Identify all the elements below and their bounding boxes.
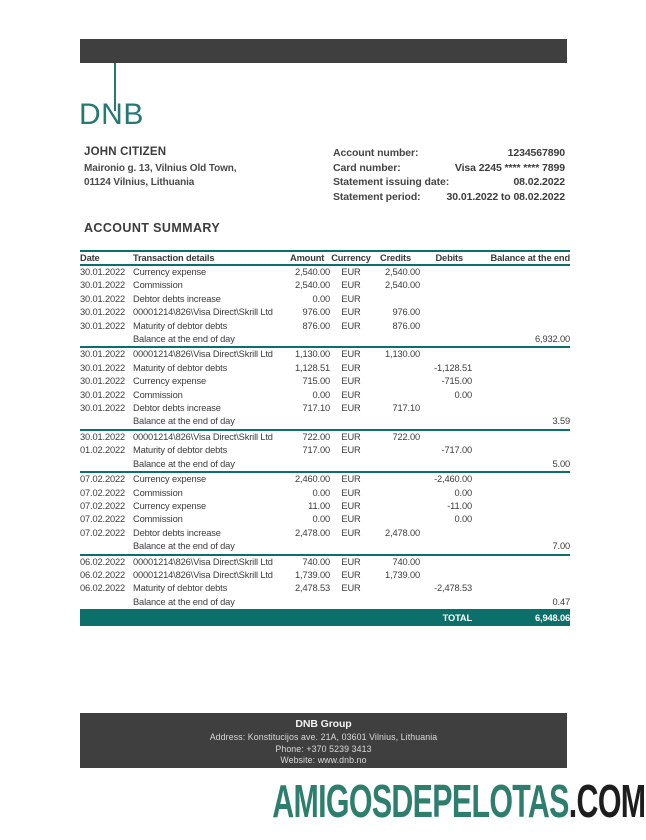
header-bar <box>80 39 567 63</box>
transaction-row <box>80 402 570 415</box>
cell-credits <box>372 540 420 554</box>
table-header <box>80 251 570 265</box>
issuing-date-row <box>333 175 565 190</box>
cell-amount: 715.00 <box>302 376 330 387</box>
transaction-row <box>80 279 570 292</box>
cell-credits <box>372 458 420 472</box>
cell-date: 07.02.2022 <box>80 474 126 485</box>
cell-debits <box>420 265 472 279</box>
cell-amount <box>290 333 330 347</box>
header-debits: Debits <box>435 253 463 263</box>
cell-date: 30.01.2022 <box>80 376 126 387</box>
cell-credits <box>372 389 420 402</box>
cell-amount: 876.00 <box>302 320 330 331</box>
cell-date: 30.01.2022 <box>80 349 126 360</box>
table-header-row <box>80 251 570 265</box>
cell-currency: EUR <box>341 474 361 485</box>
cell-amount: 717.10 <box>302 403 330 414</box>
cell-debits <box>420 320 472 333</box>
cell-balance <box>472 555 570 569</box>
footer-website: Website: www.dnb.no <box>280 755 367 766</box>
transaction-row <box>80 375 570 388</box>
footer-address: Address: Konstitucijos ave. 21A, 03601 Vilnius, Lithuania <box>209 732 438 742</box>
cell-date: 06.02.2022 <box>80 556 126 567</box>
cell-debits <box>420 333 472 347</box>
cell-date: 30.01.2022 <box>80 280 126 291</box>
transaction-row <box>80 362 570 375</box>
cell-date <box>80 596 133 610</box>
cell-debits <box>420 458 472 472</box>
issuing-date-value: 08.02.2022 <box>513 176 565 189</box>
cell-details: Maturity of debtor debts <box>133 320 228 331</box>
statement-period-row <box>333 190 565 205</box>
cell-credits: 740.00 <box>392 556 420 567</box>
cell-amount: 11.00 <box>308 500 330 511</box>
cell-details: Maturity of debtor debts <box>133 362 228 373</box>
cell-debits: -2,460.00 <box>434 474 472 485</box>
cell-currency: EUR <box>341 267 361 277</box>
cell-balance <box>472 487 570 500</box>
cell-debits <box>420 347 472 361</box>
cell-date: 07.02.2022 <box>80 487 126 498</box>
cell-balance <box>472 306 570 319</box>
header-amount: Amount <box>290 253 325 263</box>
cell-credits <box>372 444 420 457</box>
cell-details: Currency expense <box>133 474 207 485</box>
cell-date: 06.02.2022 <box>80 569 126 580</box>
cell-balance-value: 5.00 <box>472 458 570 472</box>
cell-debits <box>420 569 472 582</box>
cell-debits <box>420 306 472 319</box>
cell-currency: EUR <box>341 403 361 414</box>
cell-amount: 722.00 <box>302 431 330 442</box>
cell-balance-label: Balance at the end of day <box>133 596 290 610</box>
header-date: Date <box>80 253 100 263</box>
cell-amount: 1,130.00 <box>295 349 330 360</box>
section-title: ACCOUNT SUMMARY <box>84 221 221 235</box>
cell-credits <box>372 293 420 306</box>
cell-credits <box>372 596 420 610</box>
cell-amount: 2,540.00 <box>295 267 330 277</box>
total-row <box>80 610 570 626</box>
cell-details: 00001214\826\Visa Direct\Skrill Ltd <box>133 431 273 442</box>
cell-amount: 740.00 <box>302 556 330 567</box>
cell-balance-value: 7.00 <box>472 540 570 554</box>
cell-currency: EUR <box>341 569 361 580</box>
cell-amount <box>290 540 330 554</box>
cell-debits <box>420 415 472 429</box>
cell-currency: EUR <box>341 556 361 567</box>
cell-details: Debtor debts increase <box>133 293 221 304</box>
cell-credits <box>372 487 420 500</box>
cell-details: Commission <box>133 280 183 291</box>
cell-debits: -717.00 <box>441 445 472 456</box>
cell-balance <box>472 500 570 513</box>
card-number-value: Visa 2245 **** **** 7899 <box>454 161 565 174</box>
cell-credits: 876.00 <box>392 320 420 331</box>
cell-amount: 2,460.00 <box>295 474 330 485</box>
cell-date: 06.02.2022 <box>80 583 126 594</box>
cell-debits: -1,128.51 <box>434 362 472 373</box>
cell-currency: EUR <box>341 487 361 498</box>
cell-balance <box>472 527 570 540</box>
cell-balance-label: Balance at the end of day <box>133 458 290 472</box>
cell-date: 01.02.2022 <box>80 445 126 456</box>
cell-currency: EUR <box>341 349 361 360</box>
cell-details: 00001214\826\Visa Direct\Skrill Ltd <box>133 556 273 567</box>
cell-credits <box>372 415 420 429</box>
account-info-block <box>333 146 565 204</box>
cell-amount: 2,540.00 <box>295 280 330 291</box>
cell-amount: 717.00 <box>302 445 330 456</box>
cell-date: 30.01.2022 <box>80 431 126 442</box>
watermark-primary-text: AMIGOSDEPELOTAS <box>271 775 569 827</box>
footer-company: DNB Group <box>295 718 352 730</box>
cell-date <box>80 415 133 429</box>
dnb-logo: DNB <box>79 98 144 131</box>
cell-credits: 2,540.00 <box>385 280 420 291</box>
cell-details: Currency expense <box>133 500 207 511</box>
cell-details: Commission <box>133 389 183 400</box>
watermark-secondary-text: .COM <box>568 775 645 827</box>
transaction-row <box>80 389 570 402</box>
cell-currency: EUR <box>341 280 361 291</box>
cell-balance <box>472 402 570 415</box>
cell-amount: 0.00 <box>312 514 330 525</box>
cell-balance <box>472 444 570 457</box>
cell-debits <box>420 402 472 415</box>
cell-currency: EUR <box>341 320 361 331</box>
cell-credits: 1,739.00 <box>385 569 420 580</box>
cell-credits: 1,130.00 <box>385 349 420 360</box>
issuing-date-label: Statement issuing date: <box>333 176 450 189</box>
cell-currency: EUR <box>341 583 361 594</box>
cell-total-label: TOTAL <box>442 613 472 624</box>
cell-date <box>80 333 133 347</box>
transaction-row <box>80 430 570 444</box>
cell-details: 00001214\826\Visa Direct\Skrill Ltd <box>133 569 273 580</box>
cell-debits: 0.00 <box>454 514 472 525</box>
cell-details: Commission <box>133 514 183 525</box>
cell-credits <box>372 362 420 375</box>
cell-balance <box>472 293 570 306</box>
cell-currency: EUR <box>341 293 361 304</box>
cell-debits <box>420 293 472 306</box>
cell-debits <box>420 430 472 444</box>
cell-details: 00001214\826\Visa Direct\Skrill Ltd <box>133 307 273 318</box>
cell-credits: 722.00 <box>392 431 420 442</box>
cell-balance <box>472 582 570 595</box>
cell-debits <box>420 527 472 540</box>
cell-date: 30.01.2022 <box>80 320 126 331</box>
transaction-row <box>80 487 570 500</box>
cell-currency <box>330 415 372 429</box>
cell-date: 30.01.2022 <box>80 403 126 414</box>
cell-debits <box>420 555 472 569</box>
transaction-row <box>80 569 570 582</box>
balance-row <box>80 540 570 554</box>
cell-details: Maturity of debtor debts <box>133 445 228 456</box>
cell-credits: 2,540.00 <box>385 267 420 277</box>
cell-amount: 1,128.51 <box>295 362 330 373</box>
cell-balance <box>472 279 570 292</box>
cell-details: Debtor debts increase <box>133 403 221 414</box>
cell-balance-label: Balance at the end of day <box>133 333 290 347</box>
customer-name: JOHN CITIZEN <box>84 146 167 158</box>
account-number-row <box>333 146 565 161</box>
cell-balance <box>472 375 570 388</box>
cell-balance-value: 3.59 <box>472 415 570 429</box>
cell-balance-value: 6,932.00 <box>472 333 570 347</box>
cell-balance <box>472 347 570 361</box>
cell-debits <box>420 540 472 554</box>
cell-credits <box>372 513 420 526</box>
cell-debits: -2,478.53 <box>434 583 472 594</box>
cell-credits: 717.10 <box>392 403 420 414</box>
cell-balance <box>472 320 570 333</box>
cell-currency: EUR <box>341 500 361 511</box>
balance-row <box>80 596 570 610</box>
cell-currency: EUR <box>341 376 361 387</box>
cell-balance-label: Balance at the end of day <box>133 415 290 429</box>
cell-currency <box>330 333 372 347</box>
footer-phone: Phone: +370 5239 3413 <box>275 743 372 754</box>
watermark <box>271 775 645 827</box>
header-balance: Balance at the end <box>490 253 570 263</box>
cell-debits <box>420 596 472 610</box>
cell-credits <box>372 582 420 595</box>
cell-debits: -715.00 <box>441 376 472 387</box>
transaction-row <box>80 527 570 540</box>
cell-amount: 976.00 <box>302 307 330 318</box>
header-transaction-details: Transaction details <box>133 253 215 263</box>
cell-credits <box>372 472 420 486</box>
cell-date: 30.01.2022 <box>80 293 126 304</box>
cell-details: Currency expense <box>133 267 207 277</box>
cell-amount: 0.00 <box>312 293 330 304</box>
transaction-row <box>80 472 570 486</box>
transaction-row <box>80 444 570 457</box>
cell-date <box>80 458 133 472</box>
transaction-row <box>80 293 570 306</box>
cell-date: 30.01.2022 <box>80 307 126 318</box>
cell-amount: 0.00 <box>312 487 330 498</box>
cell-date: 30.01.2022 <box>80 389 126 400</box>
cell-details: 00001214\826\Visa Direct\Skrill Ltd <box>133 349 273 360</box>
cell-balance <box>472 569 570 582</box>
cell-details: Commission <box>133 487 183 498</box>
transaction-row <box>80 347 570 361</box>
cell-total-value: 6,948.06 <box>535 613 570 624</box>
card-number-row <box>333 161 565 176</box>
cell-details: Currency expense <box>133 376 207 387</box>
balance-row <box>80 458 570 472</box>
transaction-row <box>80 513 570 526</box>
cell-date: 30.01.2022 <box>80 362 126 373</box>
header-credits: Credits <box>380 253 411 263</box>
transaction-row <box>80 582 570 595</box>
cell-credits <box>372 333 420 347</box>
balance-row <box>80 333 570 347</box>
header-currency: Currency <box>331 253 371 263</box>
cell-currency <box>330 540 372 554</box>
cell-balance <box>472 513 570 526</box>
cell-currency <box>330 458 372 472</box>
cell-currency <box>330 596 372 610</box>
transactions-table-body <box>80 265 570 626</box>
cell-currency: EUR <box>341 514 361 525</box>
total-spacer <box>80 610 420 626</box>
cell-amount <box>290 596 330 610</box>
cell-credits: 976.00 <box>392 307 420 318</box>
cell-balance <box>472 472 570 486</box>
cell-credits <box>372 500 420 513</box>
customer-address-line1: Maironio g. 13, Vilnius Old Town, <box>84 162 237 174</box>
cell-currency: EUR <box>341 527 361 538</box>
footer-bar <box>80 713 567 768</box>
transactions-table <box>80 250 570 626</box>
cell-credits <box>372 375 420 388</box>
cell-debits: -11.00 <box>447 500 472 511</box>
statement-period-value: 30.01.2022 to 08.02.2022 <box>446 190 565 203</box>
cell-debits <box>420 279 472 292</box>
account-number-value: 1234567890 <box>507 147 565 159</box>
cell-credits: 2,478.00 <box>385 527 420 538</box>
cell-date <box>80 540 133 554</box>
cell-currency: EUR <box>341 307 361 318</box>
statement-period-label: Statement period: <box>333 190 421 203</box>
cell-currency: EUR <box>341 362 361 373</box>
cell-date: 30.01.2022 <box>80 267 126 277</box>
transaction-row <box>80 555 570 569</box>
cell-amount: 2,478.00 <box>295 527 330 538</box>
transaction-row <box>80 320 570 333</box>
cell-details: Debtor debts increase <box>133 527 221 538</box>
cell-amount <box>290 458 330 472</box>
balance-row <box>80 415 570 429</box>
transaction-row <box>80 500 570 513</box>
transaction-row <box>80 306 570 319</box>
cell-date: 07.02.2022 <box>80 500 126 511</box>
cell-details: Maturity of debtor debts <box>133 583 228 594</box>
transaction-row <box>80 265 570 279</box>
account-number-label: Account number: <box>333 147 419 159</box>
cell-amount <box>290 415 330 429</box>
customer-address-line2: 01124 Vilnius, Lithuania <box>84 177 195 188</box>
cell-balance <box>472 389 570 402</box>
cell-balance <box>472 265 570 279</box>
cell-balance <box>472 430 570 444</box>
cell-balance <box>472 362 570 375</box>
customer-block <box>84 145 236 191</box>
cell-amount: 0.00 <box>312 389 330 400</box>
cell-amount: 2,478.53 <box>295 583 330 594</box>
cell-debits: 0.00 <box>454 487 472 498</box>
cell-amount: 1,739.00 <box>295 569 330 580</box>
cell-currency: EUR <box>341 431 361 442</box>
cell-date: 07.02.2022 <box>80 527 126 538</box>
card-number-label: Card number: <box>333 161 401 174</box>
cell-debits: 0.00 <box>454 389 472 400</box>
cell-date: 07.02.2022 <box>80 514 126 525</box>
cell-balance-label: Balance at the end of day <box>133 540 290 554</box>
cell-currency: EUR <box>341 445 361 456</box>
cell-currency: EUR <box>341 389 361 400</box>
cell-balance-value: 0.47 <box>472 596 570 610</box>
